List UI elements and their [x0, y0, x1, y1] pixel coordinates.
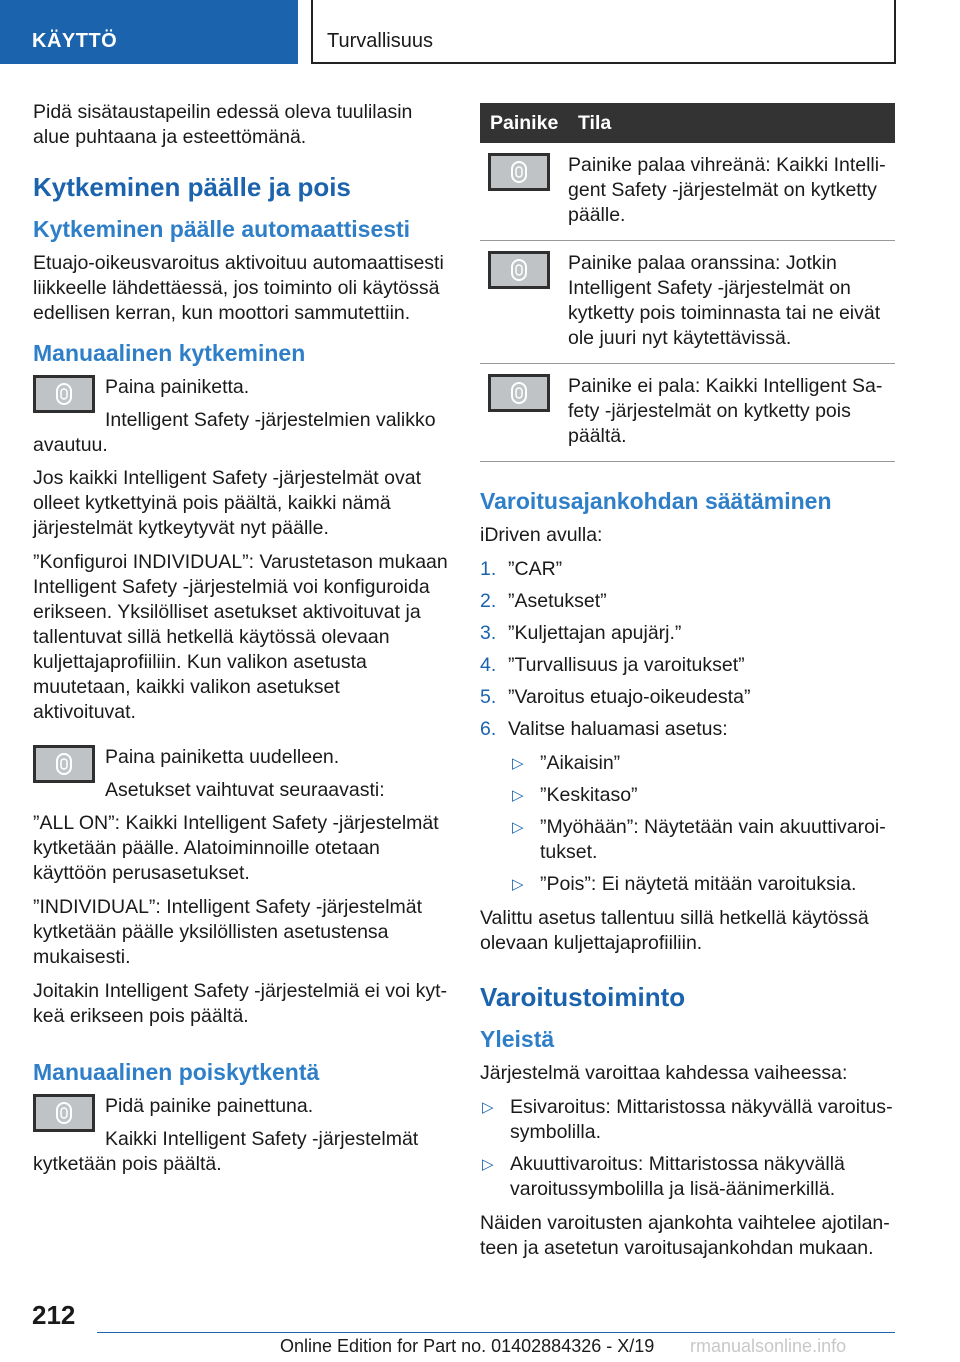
- heading-timing: Varoitusajankohdan säätäminen: [480, 488, 832, 514]
- press-again-text: Paina painiketta uudelleen.: [105, 746, 340, 768]
- press-button-text: Paina painiketta.: [105, 376, 250, 398]
- status-text: Painike palaa vihreänä: Kaikki Intelligent Safety -järjestelmät on kytketty päälle.: [568, 143, 895, 241]
- list-item: 6. Valitse haluamasi asetus:: [480, 718, 728, 740]
- heading-manual: Manuaalinen kytkeminen: [33, 340, 306, 366]
- chapter-tab[interactable]: KÄYTTÖ: [0, 0, 298, 64]
- intelligent-safety-icon: [511, 382, 527, 404]
- timing-text: Näiden varoitusten ajankohta vaihtelee ajotilanteen ja asetetun varoitusajankohdan mukaan.: [480, 1212, 890, 1259]
- heading-manual-off: Manuaalinen poiskytkentä: [33, 1059, 320, 1085]
- list-item: 5. ”Varoitus etuajo-oikeudesta”: [480, 686, 751, 708]
- table-header-button: Painike: [480, 103, 568, 143]
- triangle-bullet-icon: ▷: [512, 819, 524, 836]
- manual-off-step: [33, 1094, 448, 1177]
- list-item: 1. ”CAR”: [480, 558, 563, 580]
- intelligent-safety-button: [33, 1094, 95, 1132]
- table-row: [480, 364, 895, 462]
- list-item: ▷ ”Aikaisin”: [512, 752, 621, 774]
- intelligent-safety-icon: [56, 383, 72, 405]
- intro-text: Pidä sisätaustapeilin edessä oleva tuulilasin alue puhtaana ja esteettömänä.: [33, 101, 413, 148]
- status-text: Painike ei pala: Kaikki Intelligent Safety -järjestelmät on kytketty pois päältä.: [568, 364, 895, 462]
- intelligent-safety-button: [488, 251, 550, 289]
- via-idrive-text: iDriven avulla:: [480, 524, 603, 546]
- systems-off-text: Kaikki Intelligent Safety -järjestelmät kytketään pois päältä.: [33, 1128, 419, 1175]
- intelligent-safety-button: [488, 153, 550, 191]
- footer-divider: [97, 1332, 895, 1333]
- intelligent-safety-icon: [511, 161, 527, 183]
- options-list: [480, 751, 895, 897]
- configure-text: ”Konfiguroi INDIVIDUAL”: Varustetason mukaan Intelligent Safety -järjestelmiä voi konfiguroida erikseen. Yksilölliset asetukset aktivoituvat ja tallentuvat sillä hetkellä käytössä olevaan kuljettajaprofiiliin. Kun valikon asetusta muutetaan, kaikki valikon asetukset aktivoituvat.: [33, 551, 448, 723]
- heading-auto: Kytkeminen päälle automaattisesti: [33, 216, 411, 242]
- intelligent-safety-icon: [511, 259, 527, 281]
- some-systems-text: Joitakin Intelligent Safety -järjestelmiä ei voi kytkeä erikseen pois päältä.: [33, 980, 448, 1027]
- table-header-status: Tila: [568, 103, 895, 143]
- intelligent-safety-button: [33, 375, 95, 413]
- two-stages-text: Järjestelmä varoittaa kahdessa vaiheessa:: [480, 1062, 848, 1084]
- list-item: ▷ ”Myöhään”: Näytetään vain akuuttivaroitukset.: [512, 816, 886, 863]
- intelligent-safety-button: [488, 374, 550, 412]
- intelligent-safety-button: [33, 745, 95, 783]
- list-item: 4. ”Turvallisuus ja varoitukset”: [480, 654, 745, 676]
- press-again-step: [33, 745, 448, 803]
- triangle-bullet-icon: ▷: [512, 755, 524, 772]
- right-column: [480, 103, 895, 1270]
- all-on-text: ”ALL ON”: Kaikki Intelligent Safety -järjestelmät kytketään päälle. Alatoiminnoille otetaan käyttöön perusasetukset.: [33, 812, 439, 884]
- intelligent-safety-icon: [56, 753, 72, 775]
- list-item: ▷ ”Keskitaso”: [512, 784, 638, 806]
- list-item: ▷ Esivaroitus: Mittaristossa näkyvällä varoitussymbolilla.: [482, 1096, 893, 1143]
- triangle-bullet-icon: ▷: [512, 787, 524, 804]
- all-off-text: Jos kaikki Intelligent Safety -järjestelmät ovat olleet kytkettyinä pois päältä, kaikki nämä järjestelmät kytkeytyvät nyt päälle.: [33, 467, 422, 539]
- table-row: [480, 241, 895, 364]
- saved-text: Valittu asetus tallentuu sillä hetkellä käytössä olevaan kuljettajaprofiiliin.: [480, 907, 869, 954]
- steps-list: [480, 557, 895, 742]
- heading-general: Yleistä: [480, 1026, 555, 1052]
- table-header-row: [480, 103, 895, 143]
- triangle-bullet-icon: ▷: [512, 876, 524, 893]
- auto-text: Etuajo-oikeusvaroitus aktivoituu automaattisesti liikkeelle lähdettäessä, jos toiminto oli käytössä edellisen kerran, kun moottori sammutettiin.: [33, 252, 444, 324]
- watermark: rmanualsonline.info: [690, 1336, 847, 1356]
- button-status-table: [480, 103, 895, 462]
- stages-list: [480, 1095, 895, 1202]
- triangle-bullet-icon: ▷: [482, 1099, 494, 1116]
- heading-warning-function: Varoitustoiminto: [480, 982, 686, 1012]
- menu-opens-text: Intelligent Safety -järjestelmien valikko avautuu.: [33, 409, 436, 456]
- intelligent-safety-icon: [56, 1102, 72, 1124]
- manual-on-step: [33, 375, 448, 458]
- left-column: [33, 100, 448, 1185]
- status-text: Painike palaa oranssina: Jotkin Intelligent Safety -järjestelmät on kytketty pois toiminnasta tai ne eivät ole juuri nyt käytettävissä.: [568, 241, 895, 364]
- page-number: 212: [32, 1300, 76, 1330]
- triangle-bullet-icon: ▷: [482, 1156, 494, 1173]
- list-item: ▷ ”Pois”: Ei näytetä mitään varoituksia.: [512, 873, 857, 895]
- list-item: 2. ”Asetukset”: [480, 590, 607, 612]
- footer-edition: Online Edition for Part no. 01402884326 - X/19: [280, 1336, 655, 1356]
- table-row: [480, 143, 895, 241]
- individual-text: ”INDIVIDUAL”: Intelligent Safety -järjestelmät kytketään päälle yksilöllisten asetustensa mukaisesti.: [33, 896, 423, 968]
- section-title: Turvallisuus: [311, 0, 896, 64]
- hold-button-text: Pidä painike painettuna.: [105, 1095, 314, 1117]
- settings-change-text: Asetukset vaihtuvat seuraavasti:: [105, 779, 385, 801]
- list-item: ▷ Akuuttivaroitus: Mittaristossa näkyvällä varoitussymbolilla ja lisä-äänimerkillä.: [482, 1153, 845, 1200]
- heading-on-off: Kytkeminen päälle ja pois: [33, 172, 351, 202]
- list-item: 3. ”Kuljettajan apujärj.”: [480, 622, 682, 644]
